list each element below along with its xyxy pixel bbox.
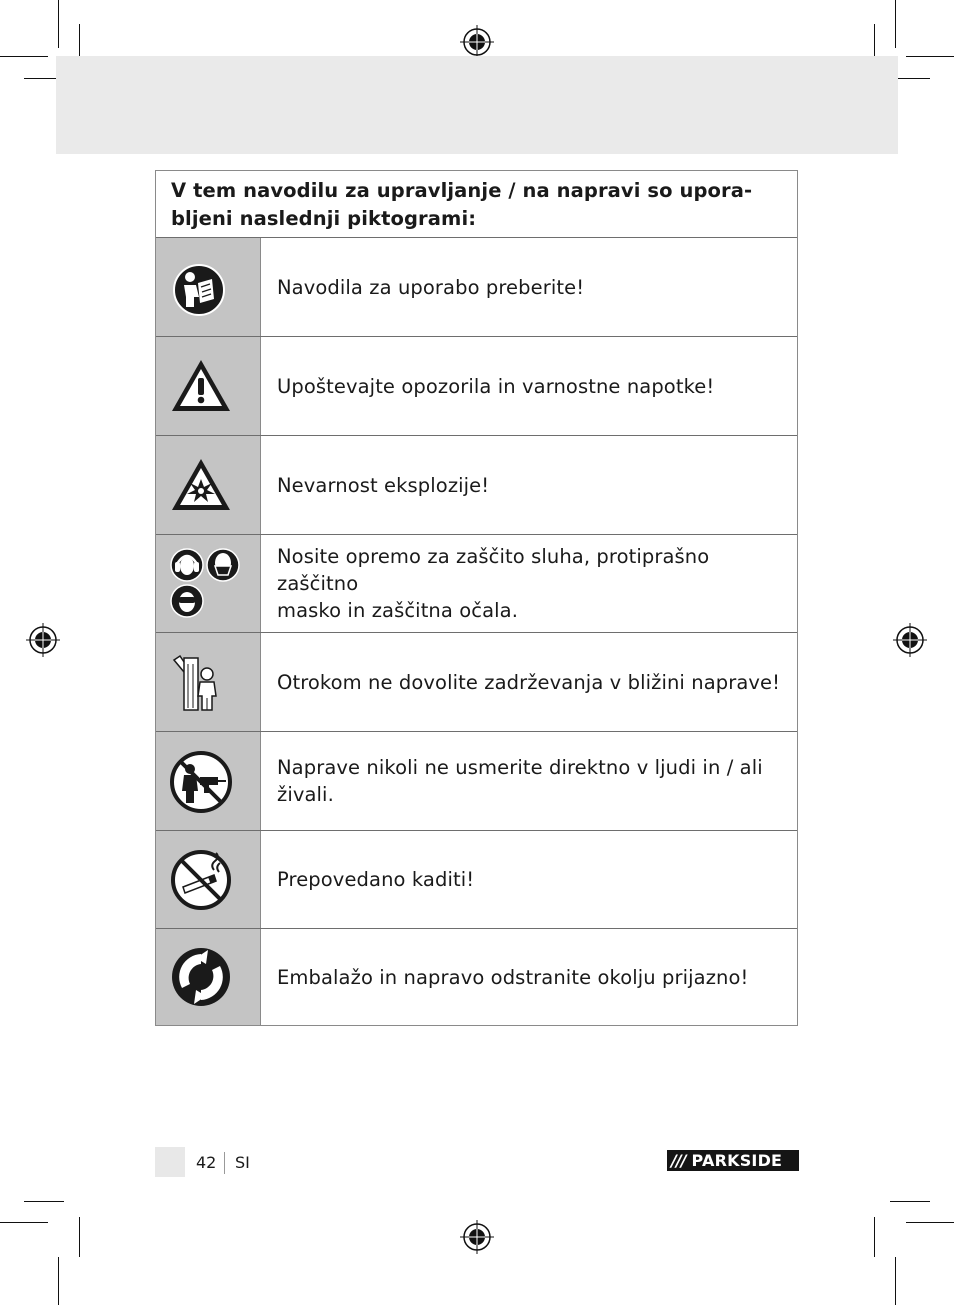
header-band xyxy=(56,56,898,154)
icon-cell xyxy=(156,831,261,928)
pictogram-description: Navodila za uporabo preberite! xyxy=(277,275,585,299)
dust-mask-icon xyxy=(207,549,239,581)
table-row xyxy=(156,831,797,929)
pictogram-description: Otrokom ne dovolite zadrževanja v bližini naprave! xyxy=(277,670,781,694)
keep-children-away-icon xyxy=(172,654,222,712)
icon-cell xyxy=(156,633,261,731)
crop-mark xyxy=(890,1201,930,1202)
crop-mark xyxy=(906,1222,954,1223)
crop-mark xyxy=(895,0,896,48)
table-row xyxy=(156,238,797,337)
brand-slashes: /// xyxy=(671,1151,686,1170)
table-row xyxy=(156,929,797,1025)
table-row xyxy=(156,535,797,633)
crop-mark xyxy=(24,1201,64,1202)
crop-mark xyxy=(895,1257,896,1305)
registration-mark-icon xyxy=(893,623,927,657)
row-text xyxy=(277,732,787,830)
pictogram-description: Naprave nikoli ne usmerite direktno v ljudi in / ali živali. xyxy=(277,756,763,806)
icon-cell xyxy=(156,929,261,1025)
footer-divider xyxy=(224,1152,225,1174)
pictogram-description: masko in zaščitna očala. xyxy=(277,599,519,622)
crop-mark xyxy=(0,56,48,57)
table-row xyxy=(156,337,797,436)
icon-cell xyxy=(156,337,261,435)
do-not-point-at-people-icon xyxy=(170,751,232,813)
pictogram-description: Nevarnost eksplozije! xyxy=(277,473,490,497)
pictogram-description: Upoštevajte opozorila in varnostne napotke! xyxy=(277,374,715,398)
footer-marker xyxy=(155,1147,185,1177)
row-text xyxy=(277,238,787,336)
crop-mark xyxy=(0,1222,48,1223)
pictogram-description: Prepovedano kaditi! xyxy=(277,868,475,891)
icon-cell xyxy=(156,535,261,632)
recycling-icon xyxy=(170,946,232,1008)
icon-cell xyxy=(156,436,261,534)
no-smoking-icon xyxy=(170,849,232,911)
pictogram-description: Embalažo in napravo odstranite okolju prijazno! xyxy=(277,965,749,989)
pictogram-description: Nosite opremo za zaščito sluha, protiprašno zaščitno xyxy=(277,545,710,595)
crop-mark xyxy=(79,1217,80,1257)
pictogram-table xyxy=(155,170,798,1026)
warning-icon xyxy=(170,358,232,414)
page-number: 42 xyxy=(196,1153,217,1172)
table-row xyxy=(156,436,797,535)
crop-mark xyxy=(58,0,59,48)
row-text xyxy=(277,436,787,534)
row-text xyxy=(277,633,787,731)
table-row xyxy=(156,732,797,831)
icon-cell xyxy=(156,238,261,336)
row-text xyxy=(277,535,787,632)
registration-mark-icon xyxy=(26,623,60,657)
explosion-hazard-icon xyxy=(170,457,232,513)
registration-mark-icon xyxy=(460,25,494,59)
crop-mark xyxy=(874,1217,875,1257)
table-title-line: bljeni naslednji piktogrami: xyxy=(171,207,477,230)
brand-name: PARKSIDE xyxy=(691,1151,783,1170)
crop-mark xyxy=(906,56,954,57)
row-text xyxy=(277,929,787,1025)
safety-goggles-icon xyxy=(171,585,203,617)
ear-protection-icon xyxy=(171,549,203,581)
crop-mark xyxy=(58,1257,59,1305)
read-manual-icon xyxy=(172,263,226,317)
icon-cell xyxy=(156,732,261,830)
protective-equipment-icon xyxy=(170,548,242,620)
table-title-line: V tem navodilu za upravljanje / na napravi so upora- xyxy=(171,179,753,202)
registration-mark-icon xyxy=(460,1220,494,1254)
brand-logo xyxy=(667,1150,799,1171)
row-text xyxy=(277,337,787,435)
language-code: SI xyxy=(235,1153,250,1172)
row-text xyxy=(277,831,787,928)
table-title xyxy=(156,171,797,238)
table-row xyxy=(156,633,797,732)
